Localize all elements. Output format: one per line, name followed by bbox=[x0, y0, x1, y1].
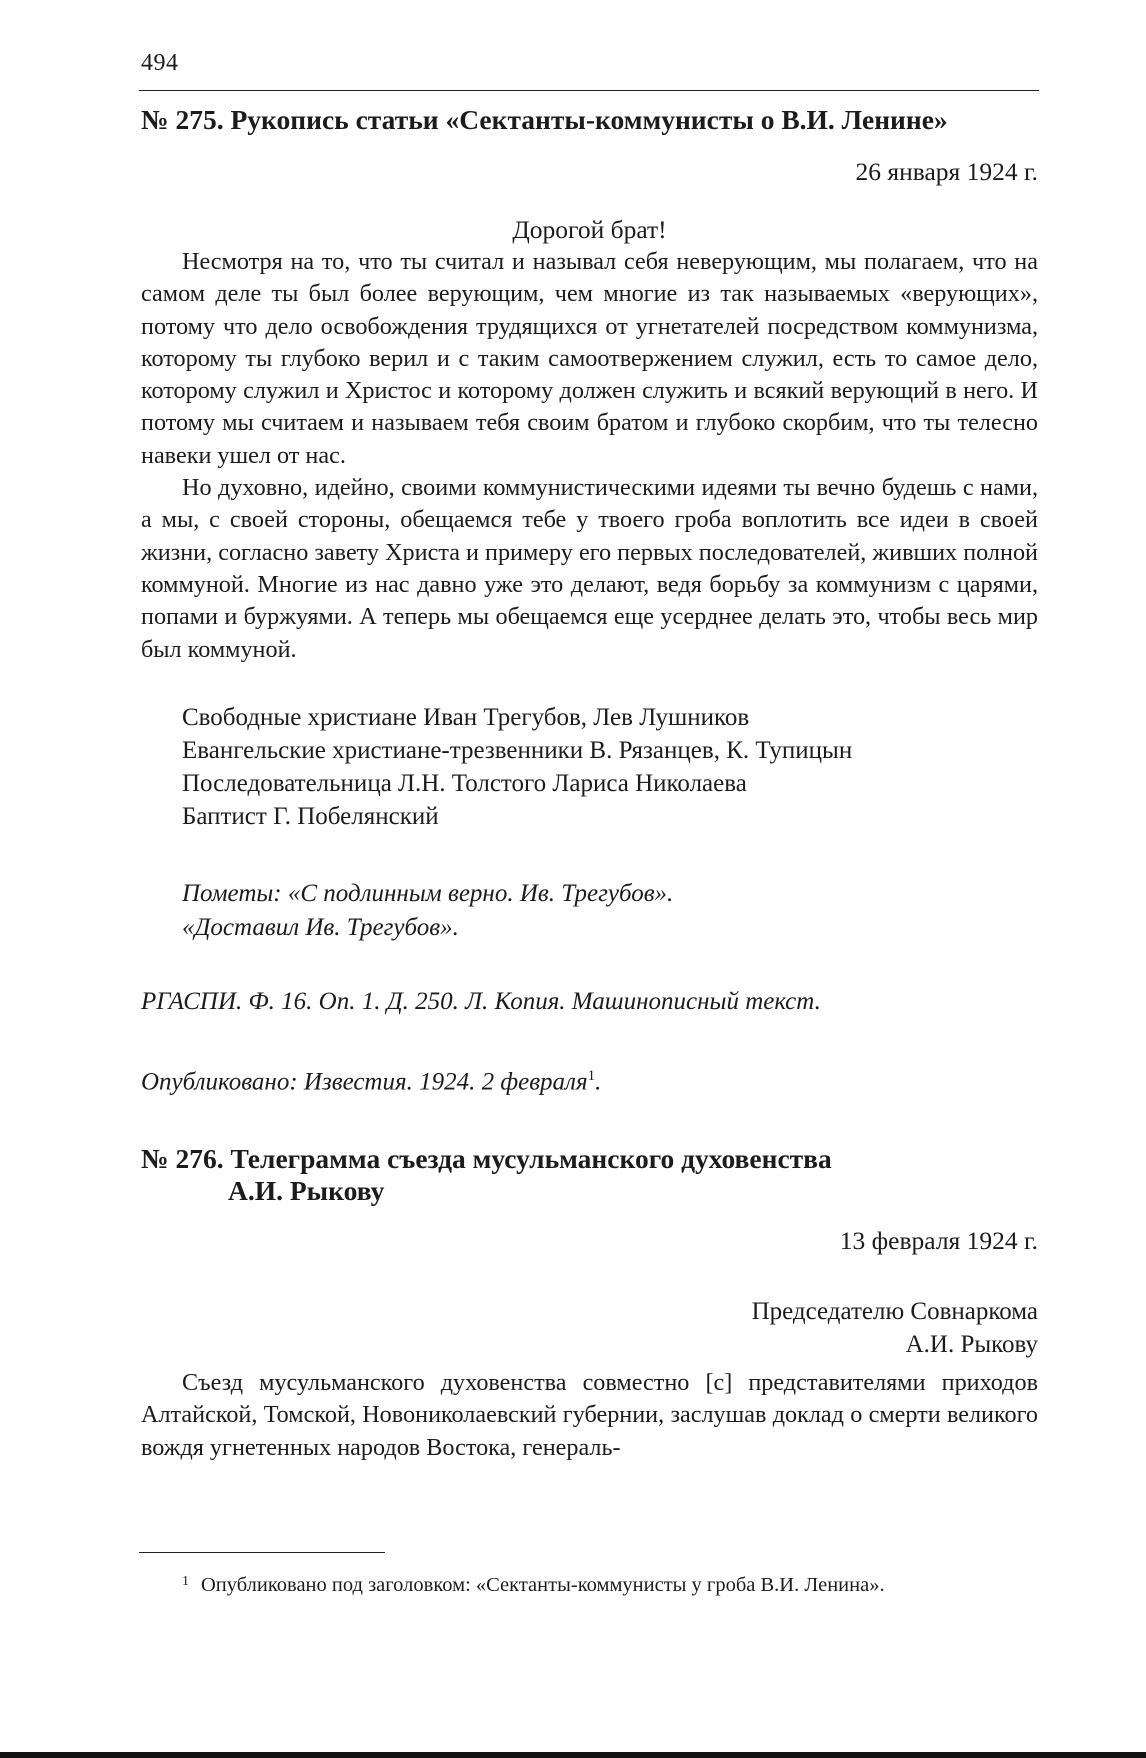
publication-text: Опубликовано: Известия. 1924. 2 февраля bbox=[141, 1068, 588, 1096]
addressee bbox=[141, 1295, 1038, 1361]
page-content bbox=[141, 104, 1038, 1464]
annotations bbox=[141, 877, 1038, 945]
document-276-title bbox=[141, 1143, 1038, 1207]
footnote-ref: 1 bbox=[587, 1067, 596, 1084]
annotation-line: «Доставил Ив. Трегубов». bbox=[182, 913, 459, 941]
signatory-line: Евангельские христиане-трезвенники В. Рязанцев, К. Тупицын bbox=[182, 736, 853, 764]
body-paragraph-2: Но духовно, идейно, своими коммунистическими идеями ты вечно будешь с нами, а мы, с своей стороны, обещаемся тебе у твоего гроба воплотить все идеи в своей жизни, согласно завету Христа и примеру его первых последователей, живших полной коммуной. Многие из нас давно уже это делают, ведя борьбу за коммунизм с царями, попами и буржуями. А теперь мы обещаемся еще усерднее делать это, чтобы весь мир был коммуной. bbox=[141, 474, 1038, 663]
document-275 bbox=[141, 104, 1038, 1099]
body-paragraph-1: Несмотря на то, что ты считал и называл себя неверующим, мы полагаем, что на самом деле ты был более верующим, чем многие из так называемых «верующих», потому что дело освобождения трудящихся от угнетателей посредством коммунизма, которому ты глубоко верил и с таким самоотвержением служил, есть то самое дело, которому служил и Христос и которому должен служить и всякий верующий в него. И потому мы считаем и называем тебя своим братом и глубоко скорбим, что ты телесно навеки ушел от нас. bbox=[141, 248, 1038, 469]
document-276-title-line1: № 276. Телеграмма съезда мусульманского духовенства bbox=[141, 1143, 832, 1175]
document-275-date: 26 января 1924 г. bbox=[855, 157, 1038, 186]
telegram-paragraph: Съезд мусульманского духовенства совместно [с] представителями приходов Алтайской, Томской, Новониколаевский губернии, заслушав доклад о смерти великого вождя угнетенных народов Востока, генераль- bbox=[141, 1369, 1038, 1461]
footnote-rule bbox=[139, 1552, 385, 1553]
document-276-title-line2: А.И. Рыкову bbox=[228, 1175, 385, 1207]
addressee-line: Председателю Совнаркома bbox=[751, 1298, 1038, 1326]
salutation: Дорогой брат! bbox=[512, 215, 667, 244]
footnote-text: Опубликовано под заголовком: «Сектанты-коммунисты у гроба В.И. Ленина». bbox=[201, 1574, 885, 1596]
document-276 bbox=[141, 1143, 1038, 1464]
footnote bbox=[182, 1574, 885, 1597]
archive-reference: РГАСПИ. Ф. 16. Оп. 1. Д. 250. Л. Копия. Машинописный текст. bbox=[141, 987, 821, 1015]
signatory-line: Свободные христиане Иван Трегубов, Лев Лушников bbox=[182, 703, 750, 731]
publication-note bbox=[141, 1059, 1038, 1099]
signatory-line: Баптист Г. Побелянский bbox=[182, 802, 439, 830]
publication-end: . bbox=[595, 1068, 602, 1096]
annotation-line: Пометы: «С подлинным верно. Ив. Трегубов». bbox=[182, 879, 674, 907]
document-275-title: № 275. Рукопись статьи «Сектанты-коммунисты о В.И. Ленине» bbox=[141, 104, 948, 135]
signatory-line: Последовательница Л.Н. Толстого Лариса Николаева bbox=[182, 769, 747, 797]
bottom-edge-bar bbox=[0, 1752, 1146, 1758]
addressee-line: А.И. Рыкову bbox=[905, 1331, 1038, 1359]
page-number: 494 bbox=[141, 50, 179, 76]
document-276-date: 13 февраля 1924 г. bbox=[839, 1226, 1038, 1256]
header-rule bbox=[139, 90, 1039, 91]
signatories bbox=[141, 701, 1038, 833]
footnote-number: 1 bbox=[182, 1574, 189, 1589]
